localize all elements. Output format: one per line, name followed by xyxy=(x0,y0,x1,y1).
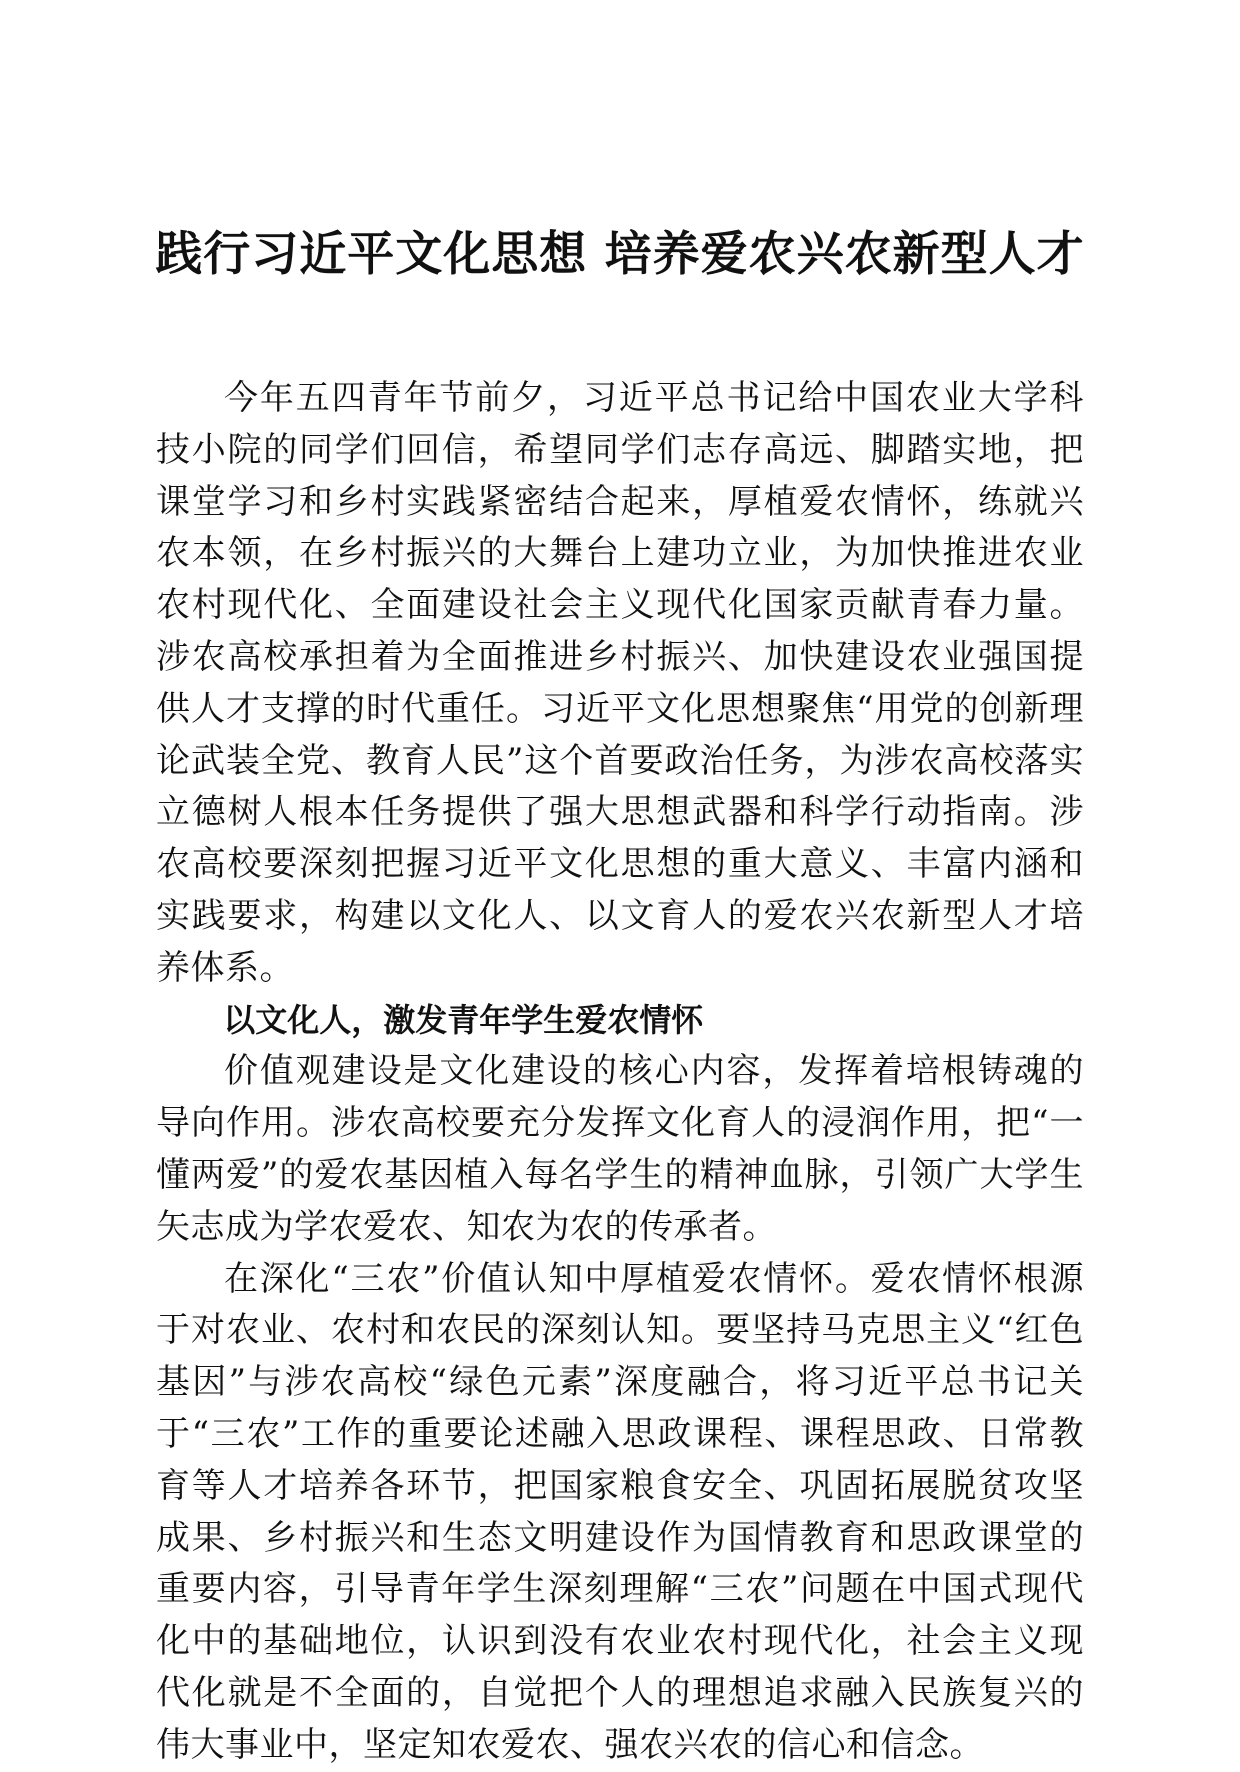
section-paragraph: 在深化“三农”价值认知中厚植爱农情怀。爱农情怀根源于对农业、农村和农民的深刻认知。要坚持马克思主义“红色基因”与涉农高校“绿色元素”深度融合，将习近平总书记关于“三农”工作的重要论述融入思政课程、课程思政、日常教育等人才培养各环节，把国家粮食安全、巩固拓展脱贫攻坚成果、乡村振兴和生态文明建设作为国情教育和思政课堂的重要内容，引导青年学生深刻理解“三农”问题在中国式现代化中的基础地位，认识到没有农业农村现代化，社会主义现代化就是不全面的，自觉把个人的理想追求融入民族复兴的伟大事业中，坚定知农爱农、强农兴农的信心和信念。 xyxy=(156,1258,1084,1765)
intro-paragraph: 今年五四青年节前夕，习近平总书记给中国农业大学科技小院的同学们回信，希望同学们志存高远、脚踏实地，把课堂学习和乡村实践紧密结合起来，厚植爱农情怀，练就兴农本领，在乡村振兴的大舞台上建功立业，为加快推进农业农村现代化、全面建设社会主义现代化国家贡献青春力量。涉农高校承担着为全面推进乡村振兴、加快建设农业强国提供人才支撑的时代重任。习近平文化思想聚焦“用党的创新理论武装全党、教育人民”这个首要政治任务，为涉农高校落实立德树人根本任务提供了强大思想武器和科学行动指南。涉农高校要深刻把握习近平文化思想的重大意义、丰富内涵和实践要求，构建以文化人、以文育人的爱农兴农新型人才培养体系。 xyxy=(156,378,1084,988)
document-body xyxy=(156,373,1084,1772)
section-heading: 以文化人，激发青年学生爱农情怀 xyxy=(223,1000,704,1039)
document-title: 践行习近平文化思想 培养爱农兴农新型人才 xyxy=(155,227,1085,282)
section-paragraph: 价值观建设是文化建设的核心内容，发挥着培根铸魂的导向作用。涉农高校要充分发挥文化育人的浸润作用，把“一懂两爱”的爱农基因植入每名学生的精神血脉，引领广大学生矢志成为学农爱农、知农为农的传承者。 xyxy=(156,1051,1084,1247)
